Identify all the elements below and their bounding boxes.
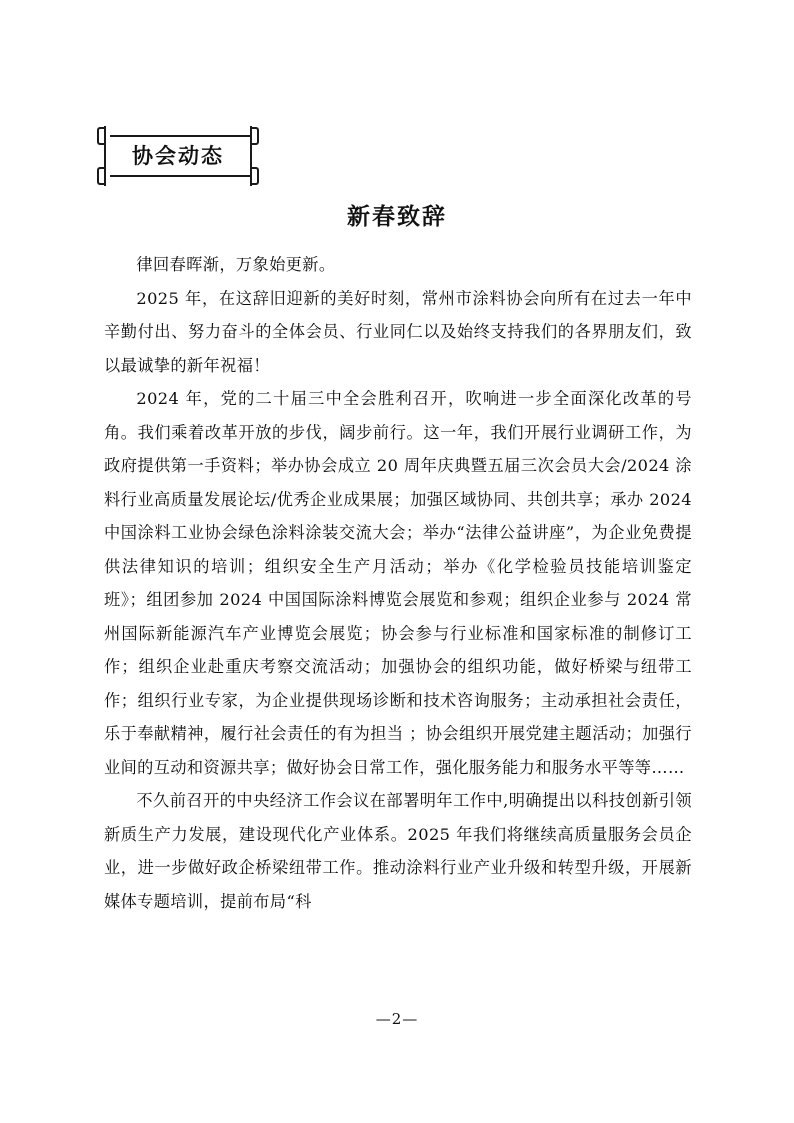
paragraph-1: 律回春晖渐，万象始更新。 [136, 255, 336, 274]
article-title: 新春致辞 [347, 204, 447, 230]
page-number: —2— [375, 1010, 419, 1028]
banner-ear-top-right [251, 127, 259, 145]
paragraph-2: 2025 年，在这辞旧迎新的美好时刻，常州市涂料协会向所有在过去一年中辛勤付出、努力奋斗的全体会员、行业同仁以及始终支持我们的各界朋友们，致以最诚挚的新年祝福！ [104, 288, 692, 375]
paragraph-3: 2024 年，党的二十届三中全会胜利召开，吹响进一步全面深化改革的号角。我们乘着改革开放的步伐，阔步前行。这一年，我们开展行业调研工作，为政府提供第一手资料；举办协会成立 20 周年庆典暨五届三次会员大会/2024 涂料行业高质量发展论坛/优秀企业成果展；加强区域协同、共创共享；承办 2024 中国涂料工业协会绿色涂料涂装交流大会；举办“法律公益讲座”，为企业免费提供法律知识的培训；组织安全生产月活动；举办《化学检验员技能培训鉴定班》；组团参加 2024 中国国际涂料博览会展览和参观；组织企业参与 2024 常州国际新能源汽车产业博览会展览；协会参与行业标准和国家标准的制修订工作；组织企业赴重庆考察交流活动；加强协会的组织功能，做好桥梁与纽带工作；组织行业专家，为企业提供现场诊断和技术咨询服务；主动承担社会责任，乐于奉献精神，履行社会责任的有为担当 ；协会组织开展党建主题活动；加强行业间的互动和资源共享；做好协会日常工作，强化服务能力和服务水平等等…… [104, 389, 692, 777]
paragraph-4: 不久前召开的中央经济工作会议在部署明年工作中,明确提出以科技创新引领新质生产力发展，建设现代化产业体系。2025 年我们将继续高质量服务会员企业，进一步做好政企桥梁纽带工作。推动涂料行业产业升级和转型升级，开展新媒体专题培训，提前布局“科 [104, 791, 692, 911]
section-banner [104, 126, 252, 186]
banner-ear-bottom-right [251, 167, 259, 185]
section-banner-label: 协会动态 [132, 144, 224, 168]
article-body [104, 248, 692, 918]
